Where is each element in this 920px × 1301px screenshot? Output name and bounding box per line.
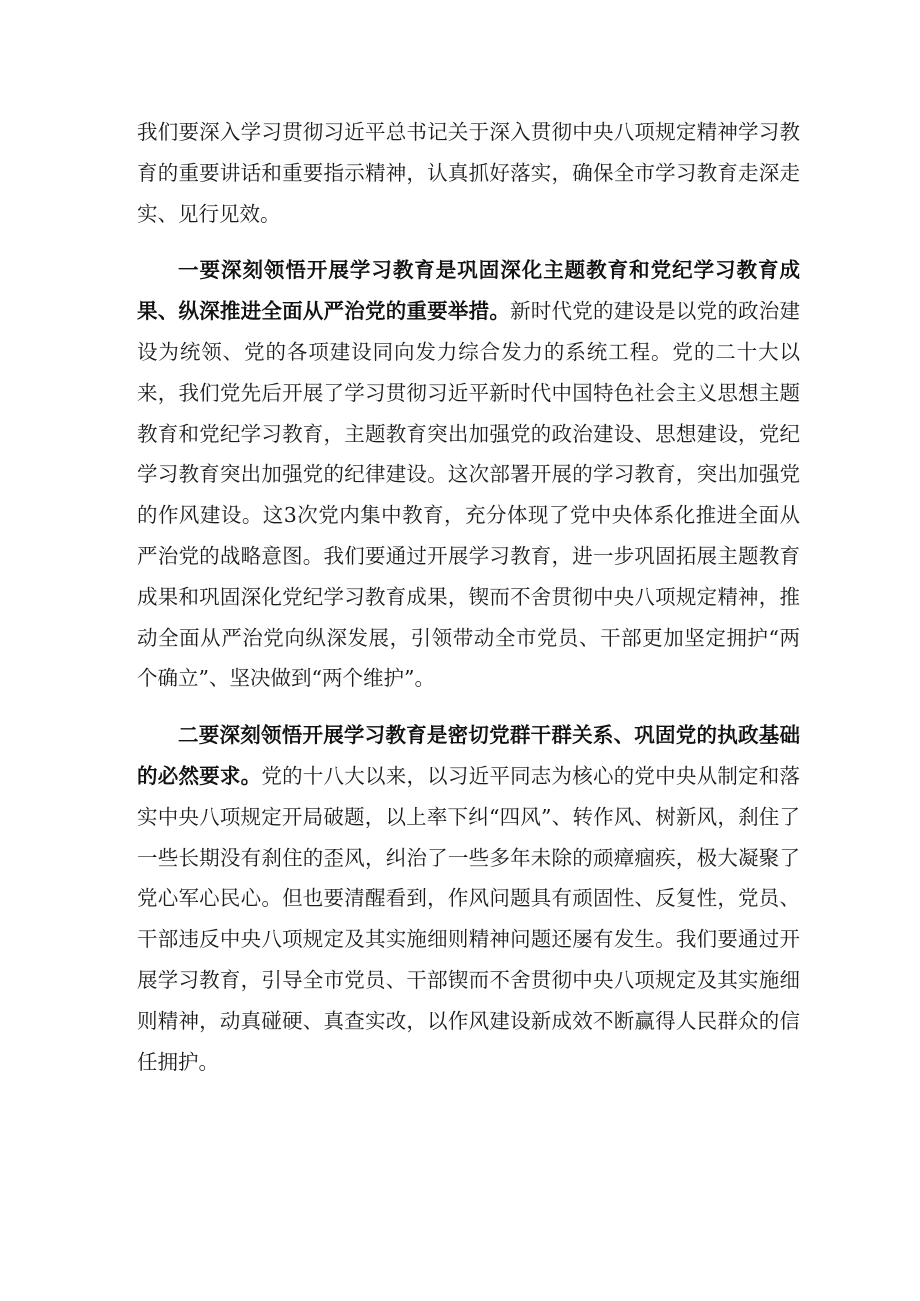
paragraph-point-two: [137, 715, 800, 1082]
paragraph-point-two-heading: 二要深刻领悟开展学习教育是密切党群干群关系、巩固党的执政基础的必然要求。: [137, 723, 800, 788]
paragraph-point-one: [137, 250, 800, 699]
paragraph-point-one-text: 新时代党的建设是以党的政治建设为统领、党的各项建设同向发力综合发力的系统工程。党的二十大以来，我们党先后开展了学习贯彻习近平新时代中国特色社会主义思想主题教育和党纪学习教育，主题教育突出加强党的政治建设、思想建设，党纪学习教育突出加强党的纪律建设。这次部署开展的学习教育，突出加强党的作风建设。这3次党内集中教育，充分体现了党中央体系化推进全面从严治党的战略意图。我们要通过开展学习教育，进一步巩固拓展主题教育成果和巩固深化党纪学习教育成果，锲而不舍贯彻中央八项规定精神，推动全面从严治党向纵深发展，引领带动全市党员、干部更加坚定拥护“两个确立”、坚决做到“两个维护”。: [137, 299, 801, 691]
document-body: [137, 112, 800, 1082]
paragraph-point-two-text: 党的十八大以来，以习近平同志为核心的党中央从制定和落实中央八项规定开局破题，以上率下纠“四风”、转作风、树新风，刹住了一些长期没有刹住的歪风，纠治了一些多年未除的顽瘴痼疾，极大凝聚了党心军心民心。但也要清醒看到，作风问题具有顽固性、反复性，党员、干部违反中央八项规定及其实施细则精神问题还屡有发生。我们要通过开展学习教育，引导全市党员、干部锲而不舍贯彻中央八项规定及其实施细则精神，动真碰硬、真查实改，以作风建设新成效不断赢得人民群众的信任拥护。: [137, 763, 801, 1074]
paragraph-point-one-heading: 一要深刻领悟开展学习教育是巩固深化主题教育和党纪学习教育成果、纵深推进全面从严治党的重要举措。: [137, 258, 800, 324]
paragraph-intro-text: 我们要深入学习贯彻习近平总书记关于深入贯彻中央八项规定精神学习教育的重要讲话和重要指示精神，认真抓好落实，确保全市学习教育走深走实、见行见效。: [137, 120, 800, 226]
paragraph-intro: [137, 112, 800, 234]
